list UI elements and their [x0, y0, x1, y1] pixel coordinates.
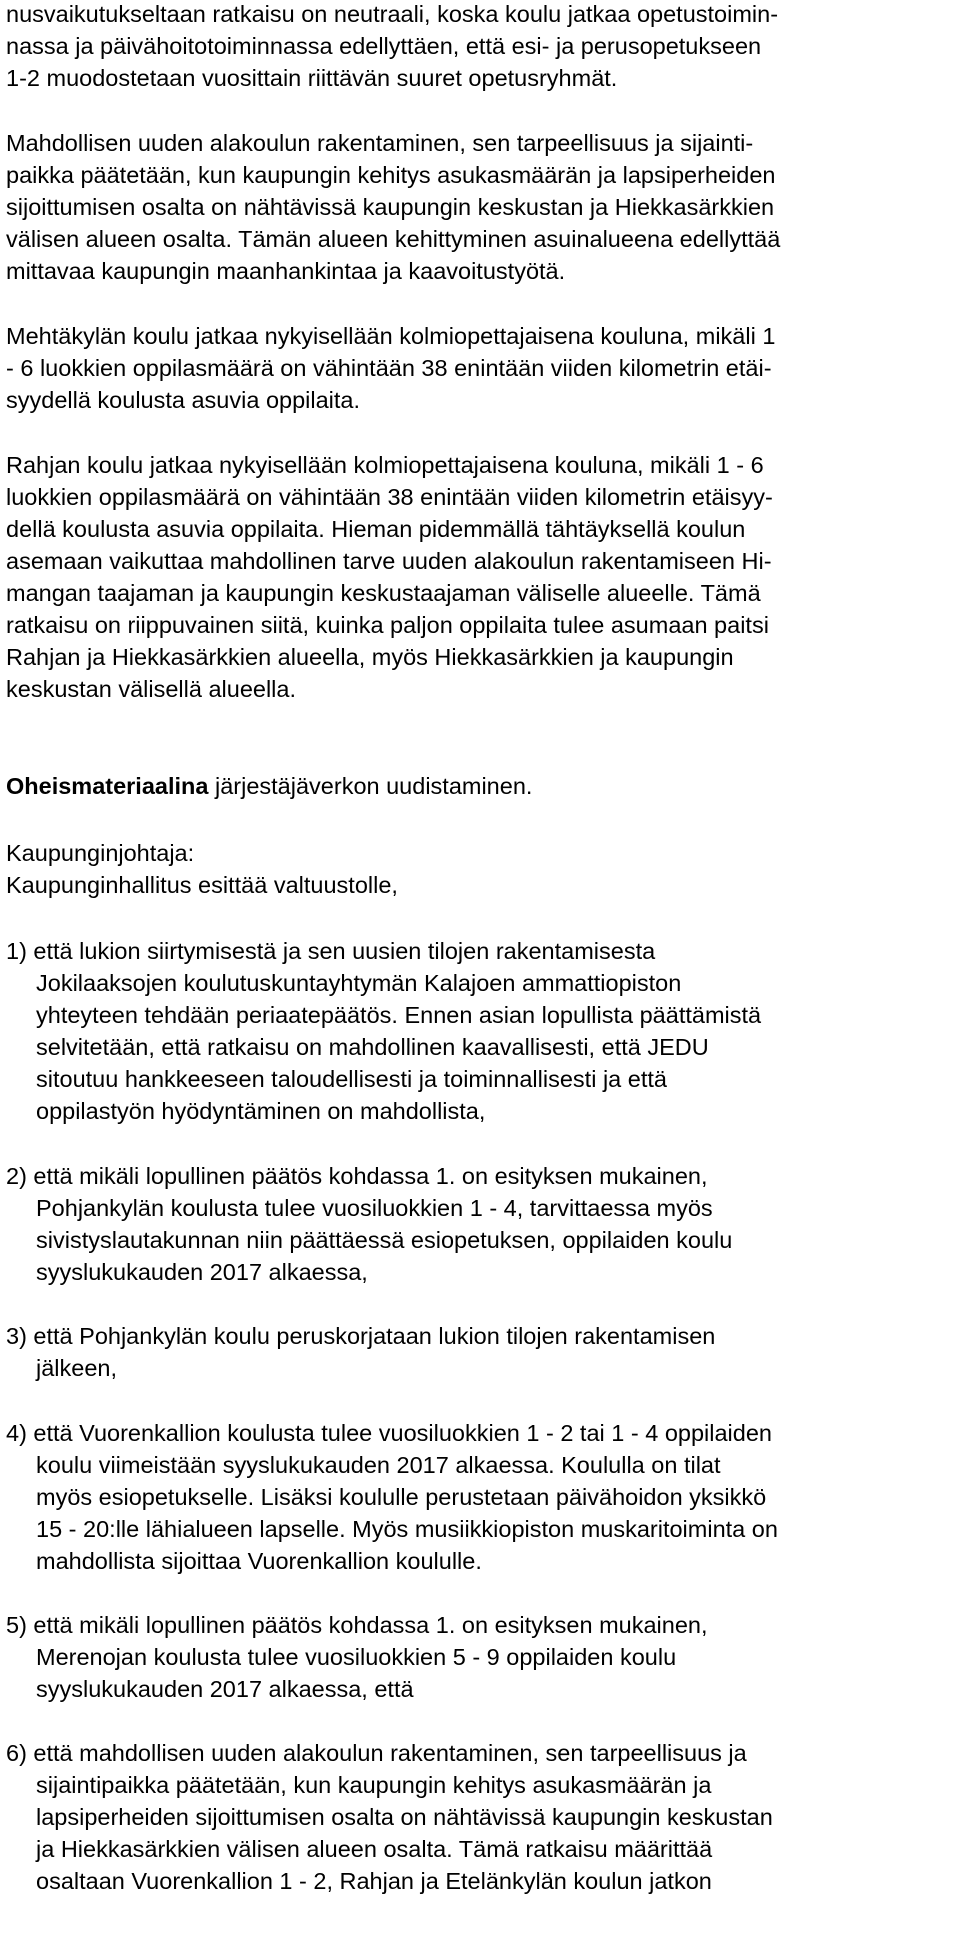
proposal-item-3	[6, 1320, 954, 1384]
proposal-item-5	[6, 1609, 954, 1705]
text-line: 5) että mikäli lopullinen päätös kohdassa 1. on esityksen mukainen,	[6, 1612, 708, 1638]
proposal-item-6	[6, 1737, 954, 1897]
text-line: - 6 luokkien oppilasmäärä on vähintään 38 enintään viiden kilometrin etäi-	[6, 355, 772, 381]
proposal-item-2	[6, 1160, 954, 1288]
text-line: keskustan välisellä alueella.	[6, 676, 296, 702]
proposer-label: Kaupunginjohtaja:	[6, 840, 195, 866]
text-line: 4) että Vuorenkallion koulusta tulee vuosiluokkien 1 - 2 tai 1 - 4 oppilaiden	[6, 1420, 772, 1446]
text-line: oppilastyön hyödyntäminen on mahdollista,	[36, 1098, 486, 1124]
attachment-label: Oheismateriaalina	[6, 773, 209, 799]
text-line: osaltaan Vuorenkallion 1 - 2, Rahjan ja Etelänkylän koulun jatkon	[36, 1868, 712, 1894]
text-line: mittavaa kaupungin maanhankintaa ja kaavoitustyötä.	[6, 258, 566, 284]
text-line: 15 - 20:lle lähialueen lapselle. Myös musiikkiopiston muskaritoiminta on	[36, 1516, 778, 1542]
text-line: koulu viimeistään syyslukukauden 2017 alkaessa. Koululla on tilat	[36, 1452, 721, 1478]
text-line: 1) että lukion siirtymisestä ja sen uusien tilojen rakentamisesta	[6, 938, 656, 964]
text-line: 2) että mikäli lopullinen päätös kohdassa 1. on esityksen mukainen,	[6, 1163, 708, 1189]
text-line: sijaintipaikka päätetään, kun kaupungin kehitys asukasmäärän ja	[36, 1772, 712, 1798]
attachment-note	[6, 770, 954, 802]
attachment-text: järjestäjäverkon uudistaminen.	[208, 773, 533, 799]
text-line: 6) että mahdollisen uuden alakoulun rakentaminen, sen tarpeellisuus ja	[6, 1740, 747, 1766]
text-line: nassa ja päivähoitotoiminnassa edellyttäen, että esi- ja perusopetukseen	[6, 33, 762, 59]
proposal-item-4	[6, 1417, 954, 1577]
text-line: jälkeen,	[36, 1355, 117, 1381]
paragraph-new-primary-school	[6, 127, 954, 287]
text-line: Jokilaaksojen koulutuskuntayhtymän Kalajoen ammattiopiston	[36, 970, 682, 996]
text-line: 1-2 muodostetaan vuosittain riittävän suuret opetusryhmät.	[6, 65, 618, 91]
text-line: syyslukukauden 2017 alkaessa, että	[36, 1676, 414, 1702]
text-line	[6, 770, 954, 802]
paragraph-school-neutral	[6, 0, 954, 94]
text-line: mangan taajaman ja kaupungin keskustaajaman väliselle alueelle. Tämä	[6, 580, 761, 606]
text-line: sivistyslautakunnan niin päättäessä esiopetuksen, oppilaiden koulu	[36, 1227, 733, 1253]
text-line: sitoutuu hankkeeseen taloudellisesti ja toiminnallisesti ja että	[36, 1066, 667, 1092]
text-line: sijoittumisen osalta on nähtävissä kaupungin keskustan ja Hiekkasärkkien	[6, 194, 775, 220]
text-line: 3) että Pohjankylän koulu peruskorjataan lukion tilojen rakentamisen	[6, 1323, 716, 1349]
text-line: syyslukukauden 2017 alkaessa,	[36, 1259, 368, 1285]
paragraph-mehtakyla-school	[6, 320, 954, 416]
text-line: ja Hiekkasärkkien välisen alueen osalta. Tämä ratkaisu määrittää	[36, 1836, 713, 1862]
text-line: Mehtäkylän koulu jatkaa nykyisellään kolmiopettajaisena kouluna, mikäli 1	[6, 323, 776, 349]
text-line: Mahdollisen uuden alakoulun rakentaminen, sen tarpeellisuus ja sijainti-	[6, 130, 754, 156]
text-line: dellä koulusta asuvia oppilaita. Hieman pidemmällä tähtäyksellä koulun	[6, 516, 746, 542]
text-line: Rahjan ja Hiekkasärkkien alueella, myös Hiekkasärkkien ja kaupungin	[6, 644, 734, 670]
text-line: välisen alueen osalta. Tämän alueen kehittyminen asuinalueena edellyttää	[6, 226, 781, 252]
text-line: asemaan vaikuttaa mahdollinen tarve uuden alakoulun rakentamiseen Hi-	[6, 548, 772, 574]
text-line: mahdollista sijoittaa Vuorenkallion koululle.	[36, 1548, 482, 1574]
text-line: luokkien oppilasmäärä on vähintään 38 enintään viiden kilometrin etäisyy-	[6, 484, 773, 510]
proposal-intro: Kaupunginhallitus esittää valtuustolle,	[6, 872, 398, 898]
proposal-header	[6, 837, 954, 901]
text-line: Pohjankylän koulusta tulee vuosiluokkien 1 - 4, tarvittaessa myös	[36, 1195, 713, 1221]
text-line: Rahjan koulu jatkaa nykyisellään kolmiopettajaisena kouluna, mikäli 1 - 6	[6, 452, 764, 478]
text-line: paikka päätetään, kun kaupungin kehitys asukasmäärän ja lapsiperheiden	[6, 162, 776, 188]
text-line: nusvaikutukseltaan ratkaisu on neutraali, koska koulu jatkaa opetustoimin-	[6, 1, 779, 27]
text-line: lapsiperheiden sijoittumisen osalta on nähtävissä kaupungin keskustan	[36, 1804, 773, 1830]
text-line: Merenojan koulusta tulee vuosiluokkien 5 - 9 oppilaiden koulu	[36, 1644, 677, 1670]
text-line: ratkaisu on riippuvainen siitä, kuinka paljon oppilaita tulee asumaan paitsi	[6, 612, 769, 638]
text-line: syydellä koulusta asuvia oppilaita.	[6, 387, 361, 413]
proposal-item-1	[6, 935, 954, 1127]
paragraph-rahja-school	[6, 449, 954, 705]
text-line: myös esiopetukselle. Lisäksi koululle perustetaan päivähoidon yksikkö	[36, 1484, 767, 1510]
text-line: yhteyteen tehdään periaatepäätös. Ennen asian lopullista päättämistä	[36, 1002, 762, 1028]
text-line: selvitetään, että ratkaisu on mahdollinen kaavallisesti, että JEDU	[36, 1034, 709, 1060]
